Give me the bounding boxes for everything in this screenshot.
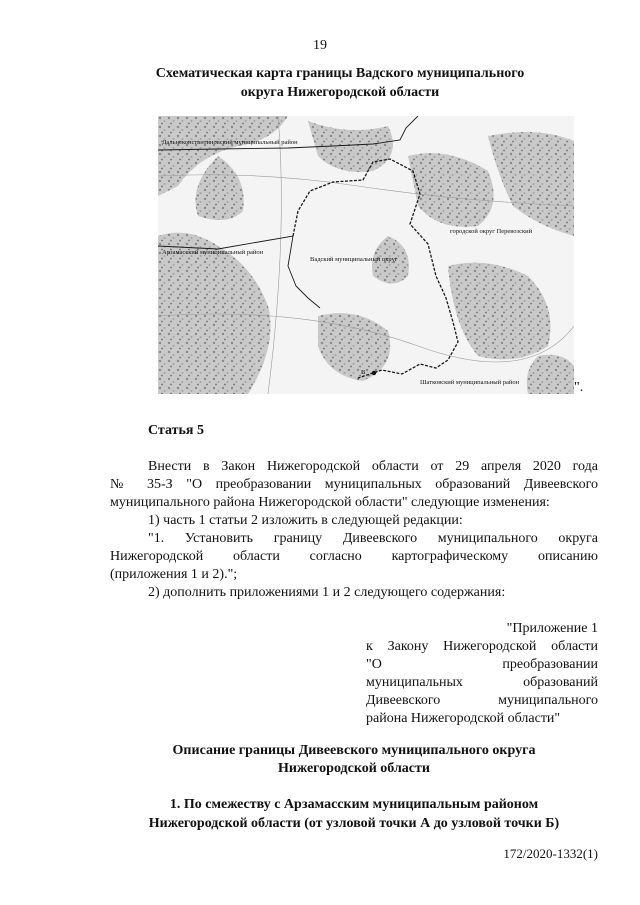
node-point-marker (372, 371, 376, 375)
map-title (120, 64, 560, 102)
label-shatkovsky: Шатковский муниципальный район (420, 379, 520, 386)
paragraph-4: 2) дополнить приложениями 1 и 2 следующего содержания: (148, 585, 506, 600)
section-title-line-1: 1. По смежеству с Арзамасским муниципальным районом (169, 797, 539, 812)
appendix-line-3: "О преобразовании (366, 657, 598, 672)
label-point-b: В (361, 369, 366, 376)
appendix-header (366, 620, 598, 728)
paragraph-1-line-1: Внести в Закон Нижегородской области от 29 апреля 2020 года (148, 459, 598, 474)
appendix-line-1: "Приложение 1 (506, 621, 598, 636)
appendix-line-4: муниципальных образований (366, 675, 598, 690)
paragraph-1 (110, 458, 598, 512)
appendix-line-5: Дивеевского муниципального (366, 693, 598, 708)
paragraph-3-line-3: (приложения 1 и 2)."; (110, 567, 238, 582)
label-arzamassky: Арзамасский муниципальный район (162, 249, 264, 256)
label-vadsky: Вадский муниципальный округ (310, 256, 398, 263)
map-title-line-2: округа Нижегородской области (240, 85, 440, 100)
paragraph-1-line-2: № 35-З "О преобразовании муниципальных образований Дивеевского (110, 477, 598, 492)
label-perevozsky: городской округ Перевозский (450, 228, 533, 235)
appendix-line-6: района Нижегородской области" (366, 711, 561, 726)
map-closing-quote: ". (574, 380, 584, 395)
description-title-line-1: Описание границы Дивеевского муниципального округа (172, 743, 536, 758)
paragraph-2: 1) часть 1 статьи 2 изложить в следующей редакции: (148, 513, 463, 528)
paragraph-3-line-2: Нижегородской области согласно картографическому описанию (110, 549, 598, 564)
section-title (110, 795, 598, 833)
appendix-line-2: к Закону Нижегородской области (366, 639, 598, 654)
article-heading: Статья 5 (148, 423, 204, 438)
paragraph-3-line-1: "1. Установить границу Дивеевского муниципального округа (148, 531, 598, 546)
description-title-line-2: Нижегородской области (278, 761, 430, 776)
label-dalnekonstantinovsky: Дальнеконстантиновский муниципальный район (162, 139, 298, 146)
paragraph-3 (110, 530, 598, 584)
page-number: 19 (313, 38, 327, 53)
schematic-map (158, 116, 574, 394)
map-title-line-1: Схематическая карта границы Вадского муниципального (155, 66, 525, 81)
section-title-line-2: Нижегородской области (от узловой точки А до узловой точки Б) (148, 816, 560, 831)
paragraph-1-line-3: муниципального района Нижегородской области" следующие изменения: (110, 495, 550, 510)
document-code: 172/2020-1332(1) (503, 846, 598, 861)
description-title (110, 742, 598, 778)
